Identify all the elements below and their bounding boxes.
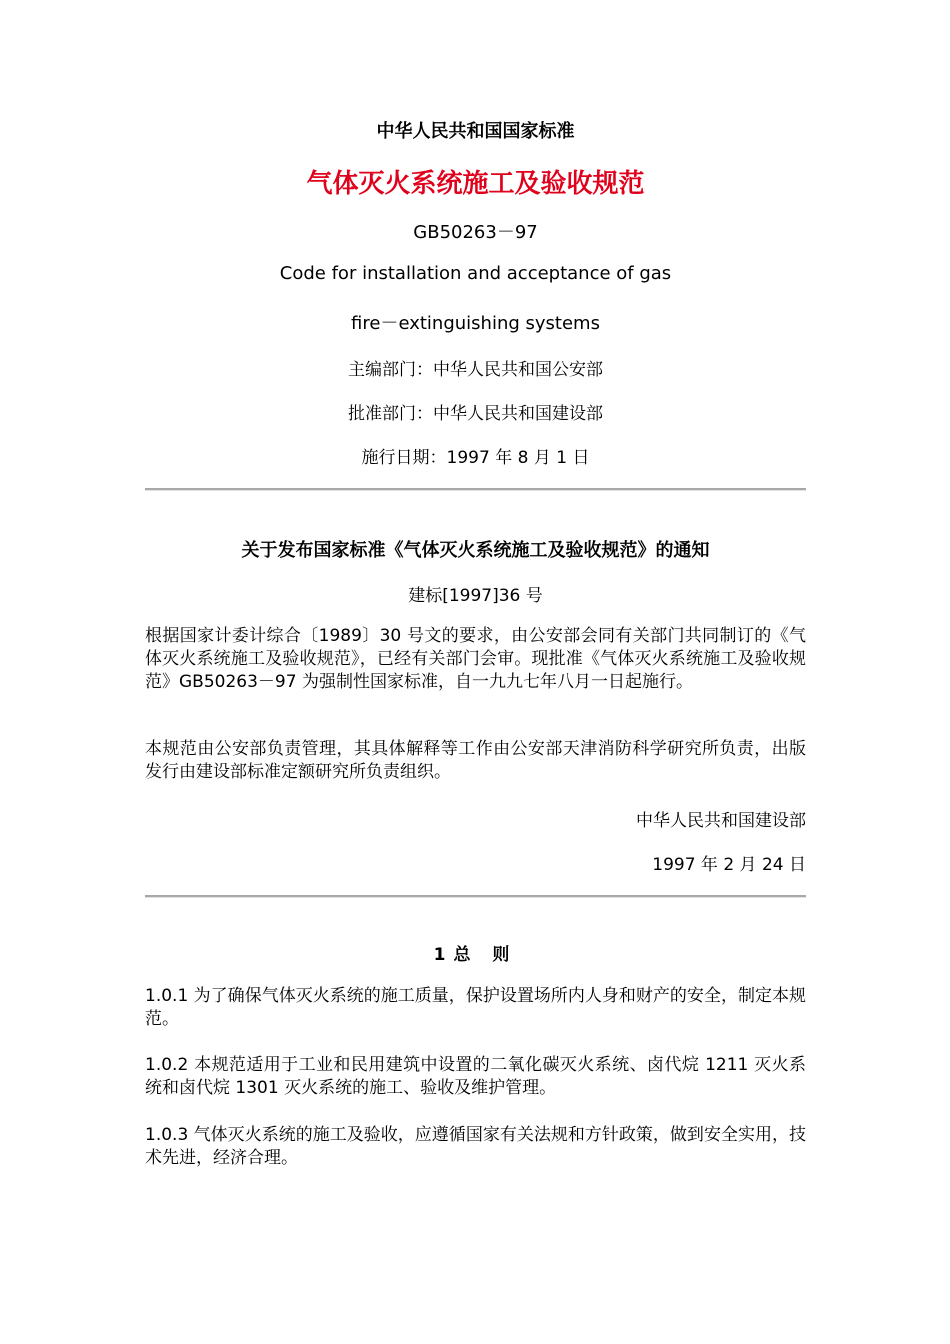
clause-1-0-2: 1.0.2 本规范适用于工业和民用建筑中设置的二氧化碳灭火系统、卤代烷 1211 灭火系统和卤代烷 1301 灭火系统的施工、验收及维护管理。: [145, 1055, 806, 1098]
notice-sign-date: 1997 年 2 月 24 日: [652, 855, 806, 875]
chapter-heading: [145, 940, 806, 965]
approval-department: 批准部门：中华人民共和国建设部: [348, 404, 603, 424]
document-title: 气体灭火系统施工及验收规范: [306, 169, 645, 199]
notice-paragraph-1: 根据国家计委计综合〔1989〕30 号文的要求，由公安部会同有关部门共同制订的《气体灭火系统施工及验收规范》，已经有关部门会审。现批准《气体灭火系统施工及验收规范》GB50263－97 为强制性国家标准，自一九九七年八月一日起施行。: [145, 626, 806, 692]
notice-title: 关于发布国家标准《气体灭火系统施工及验收规范》的通知: [241, 540, 710, 561]
notice-paragraph-2: 本规范由公安部负责管理，其具体解释等工作由公安部天津消防科学研究所负责，出版发行由建设部标准定额研究所负责组织。: [145, 739, 806, 782]
notice-signer: 中华人民共和国建设部: [636, 811, 806, 831]
effective-date: 施行日期：1997 年 8 月 1 日: [361, 448, 590, 468]
standard-code: GB50263－97: [413, 222, 538, 243]
clause-1-0-1: 1.0.1 为了确保气体灭火系统的施工质量，保护设置场所内人身和财产的安全，制定本规范。: [145, 986, 806, 1029]
clause-1-0-3: 1.0.3 气体灭火系统的施工及验收，应遵循国家有关法规和方针政策，做到安全实用，技术先进，经济合理。: [145, 1125, 806, 1168]
standard-org-heading: 中华人民共和国国家标准: [376, 121, 575, 142]
notice-document-number: 建标[1997]36 号: [408, 586, 543, 606]
divider: [145, 895, 806, 898]
editor-department: 主编部门：中华人民共和国公安部: [348, 360, 603, 380]
english-title-line-1: Code for installation and acceptance of gas: [279, 263, 672, 284]
divider: [145, 488, 806, 491]
english-title-line-2: fire－extinguishing systems: [351, 313, 600, 334]
chapter-title: 总 则: [453, 945, 518, 965]
chapter-number: 1: [433, 945, 446, 965]
